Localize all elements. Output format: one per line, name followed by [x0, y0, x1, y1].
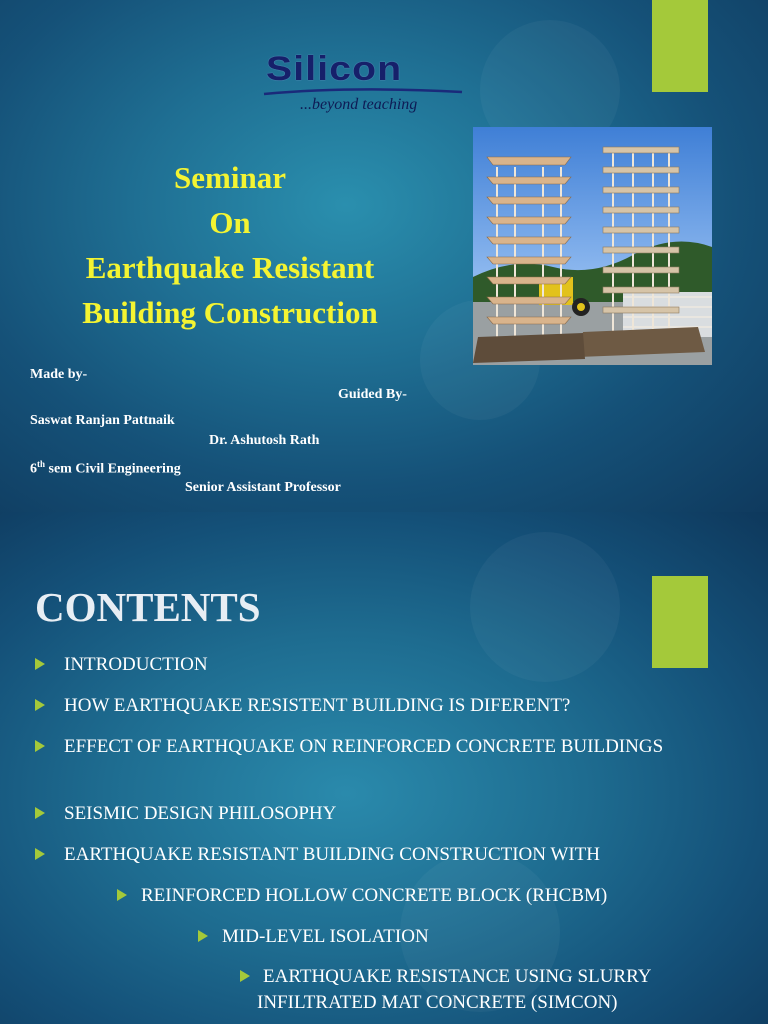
bullet-arrow-icon: [35, 658, 45, 670]
title-line: Building Construction: [82, 295, 378, 330]
guide-title: Senior Assistant Professor: [185, 480, 341, 495]
semester-suffix: th: [37, 459, 46, 469]
bullet-arrow-icon: [240, 970, 250, 982]
list-item: SEISMIC DESIGN PHILOSOPHY: [64, 803, 337, 824]
list-item: HOW EARTHQUAKE RESISTENT BUILDING IS DIFERENT?: [64, 695, 571, 716]
list-item: REINFORCED HOLLOW CONCRETE BLOCK (RHCBM): [141, 885, 608, 906]
list-item: MID-LEVEL ISOLATION: [222, 926, 429, 947]
accent-bar: [652, 0, 708, 92]
guided-by-label: Guided By-: [338, 387, 407, 402]
bullet-arrow-icon: [35, 807, 45, 819]
list-item: EFFECT OF EARTHQUAKE ON REINFORCED CONCRETE BUILDINGS: [64, 736, 664, 757]
logo-name: Silicon: [266, 50, 403, 88]
accent-bar: [652, 576, 708, 668]
semester-number: 6: [30, 461, 37, 477]
bullet-arrow-icon: [35, 740, 45, 752]
made-by-label: Made by-: [30, 367, 88, 382]
student-name: Saswat Ranjan Pattnaik: [30, 413, 175, 428]
bullet-arrow-icon: [117, 889, 127, 901]
list-item: EARTHQUAKE RESISTANT BUILDING CONSTRUCTION WITH: [64, 844, 600, 865]
bullet-arrow-icon: [35, 848, 45, 860]
title-line: Seminar: [174, 160, 286, 195]
logo-tagline: ...beyond teaching: [300, 96, 418, 113]
list-item: INTRODUCTION: [64, 654, 208, 675]
background-circle: [470, 532, 620, 682]
contents-title: CONTENTS: [35, 584, 261, 630]
semester-text: sem Civil Engineering: [45, 461, 181, 477]
bullet-arrow-icon: [198, 930, 208, 942]
silicon-logo: [262, 50, 502, 120]
title-line: On: [209, 205, 251, 240]
student-semester: [30, 459, 181, 478]
list-item: EARTHQUAKE RESISTANCE USING SLURRY INFILTRATED MAT CONCRETE (SIMCON): [257, 966, 651, 1013]
bullet-arrow-icon: [35, 699, 45, 711]
title-line: Earthquake Resistant: [85, 250, 375, 285]
building-photo: [473, 127, 712, 365]
guide-name: Dr. Ashutosh Rath: [209, 433, 320, 448]
slide-title: [40, 155, 420, 335]
